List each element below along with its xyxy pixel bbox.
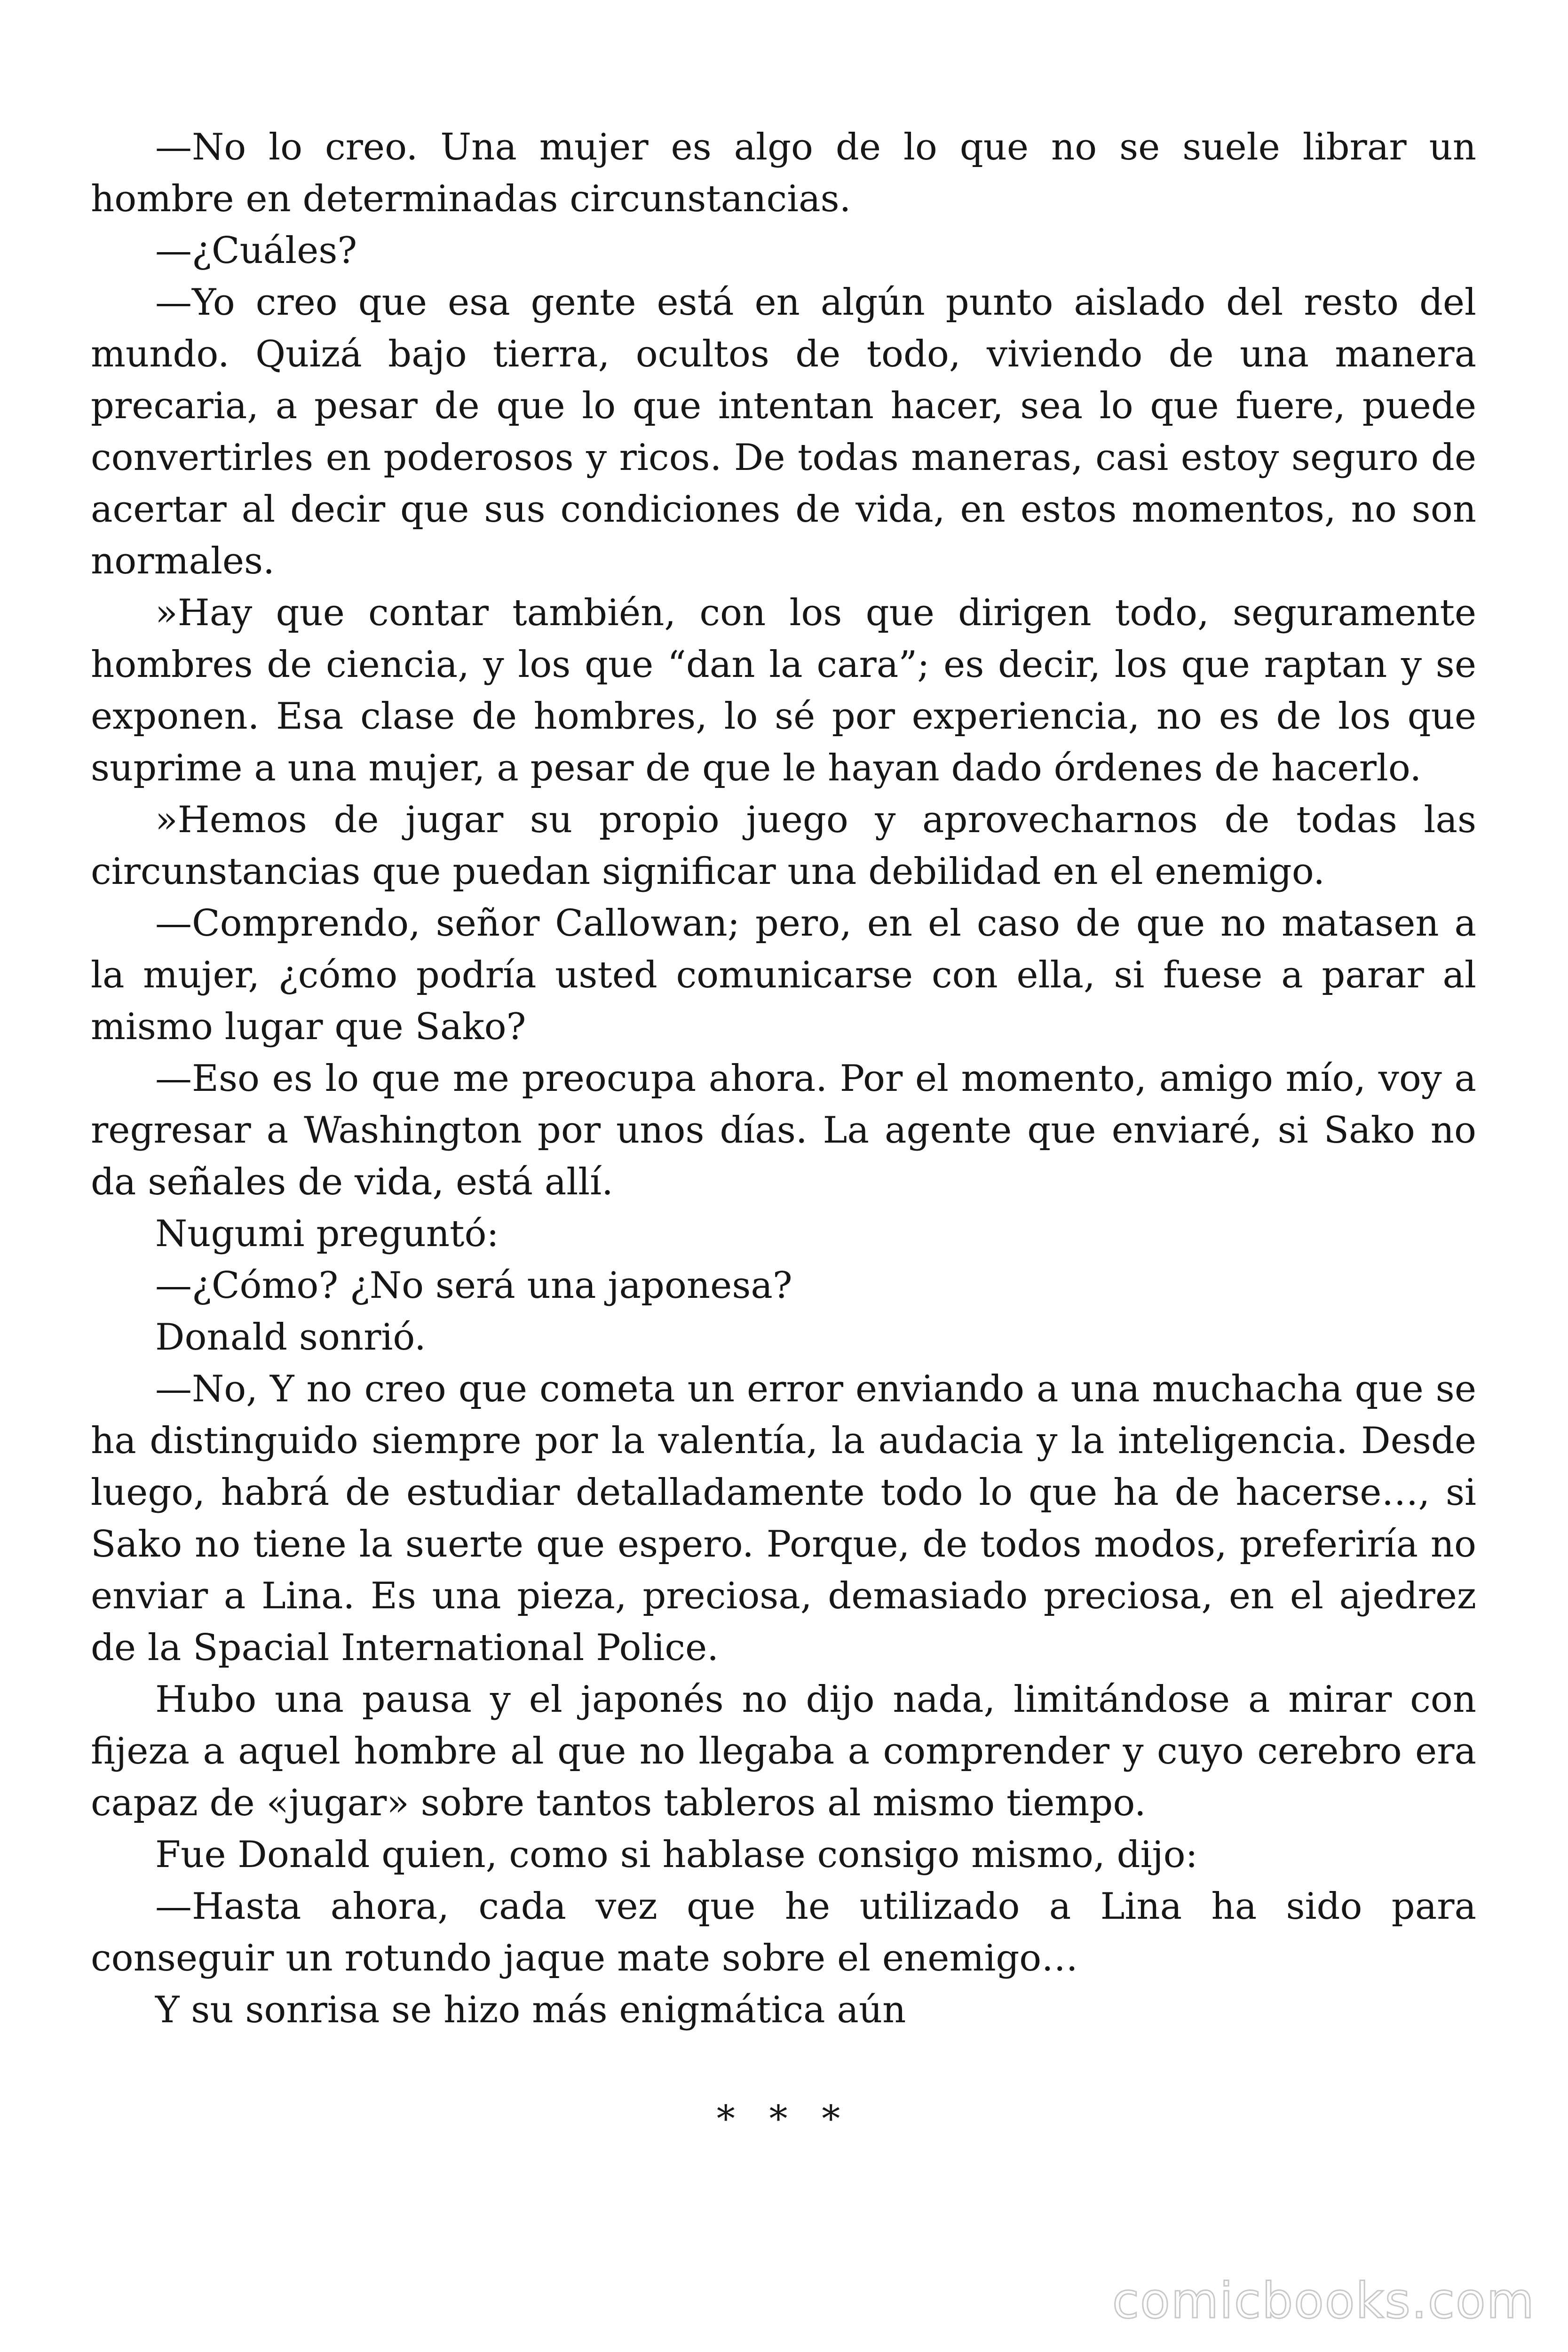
paragraph: —Eso es lo que me preocupa ahora. Por el momento, amigo mío, voy a regresar a Washington por unos días. La agente que enviaré, si Sako no da señales de vida, está allí. bbox=[91, 1057, 1476, 1203]
paragraph: Y su sonrisa se hizo más enigmática aún bbox=[155, 1989, 906, 2031]
paragraph: Fue Donald quien, como si hablase consigo mismo, dijo: bbox=[155, 1834, 1198, 1876]
paragraph: —Comprendo, señor Callowan; pero, en el caso de que no matasen a la mujer, ¿cómo podría usted comunicarse con ella, si fuese a parar al mismo lugar que Sako? bbox=[91, 902, 1476, 1048]
paragraph: —¿Cómo? ¿No será una japonesa? bbox=[155, 1264, 792, 1307]
paragraph: —No, Y no creo que cometa un error enviando a una muchacha que se ha distinguido siempre por la valentía, la audacia y la inteligencia. Desde luego, habrá de estudiar detalladamente todo lo que ha de hacerse…, si Sako no tiene la suerte que espero. Porque, de todos modos, preferiría no enviar a Lina. Es una pieza, preciosa, demasiado preciosa, en el ajedrez de la Spacial International Police. bbox=[91, 1368, 1476, 1669]
paragraph: —¿Cuáles? bbox=[155, 230, 357, 272]
paragraph: »Hay que contar también, con los que dirigen todo, seguramente hombres de ciencia, y los que “dan la cara”; es decir, los que raptan y se exponen. Esa clase de hombres, lo sé por experiencia, no es de los que suprime a una mujer, a pesar de que le hayan dado órdenes de hacerlo. bbox=[91, 592, 1476, 789]
paragraph: Nugumi preguntó: bbox=[155, 1213, 499, 1255]
paragraph: —Yo creo que esa gente está en algún punto aislado del resto del mundo. Quizá bajo tierra, ocultos de todo, viviendo de una manera precaria, a pesar de que lo que intentan hacer, sea lo que fuere, puede convertirles en poderosos y ricos. De todas maneras, casi estoy seguro de acertar al decir que sus condiciones de vida, en estos momentos, no son normales. bbox=[91, 281, 1476, 582]
paragraph: »Hemos de jugar su propio juego y aprovecharnos de todas las circunstancias que puedan significar una debilidad en el enemigo. bbox=[91, 799, 1476, 893]
paragraph: Hubo una pausa y el japonés no dijo nada, limitándose a mirar con fijeza a aquel hombre al que no llegaba a comprender y cuyo cerebro era capaz de «jugar» sobre tantos tableros al mismo tiempo. bbox=[91, 1678, 1476, 1824]
body-text bbox=[91, 121, 1476, 2036]
paragraph: —No lo creo. Una mujer es algo de lo que no se suele librar un hombre en determinadas circunstancias. bbox=[91, 126, 1476, 220]
paragraph: Donald sonrió. bbox=[155, 1316, 426, 1359]
section-separator: * * * bbox=[716, 2098, 852, 2140]
watermark: comicbooks.com bbox=[1112, 2272, 1535, 2329]
paragraph: —Hasta ahora, cada vez que he utilizado a Lina ha sido para conseguir un rotundo jaque mate sobre el enemigo… bbox=[91, 1885, 1476, 1979]
